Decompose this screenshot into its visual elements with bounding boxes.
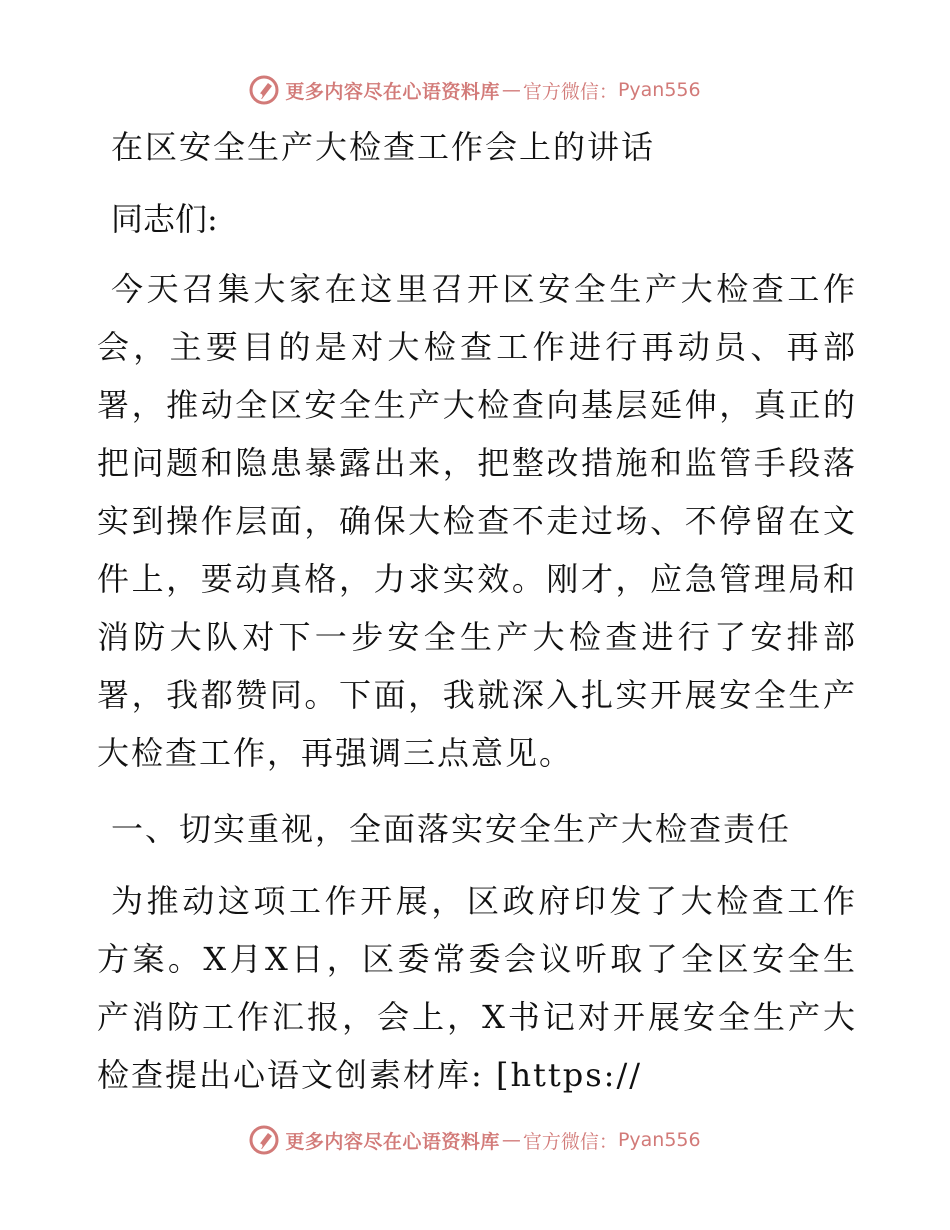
- paragraph-2: 为推动这项工作开展，区政府印发了大检查工作方案。X月X日，区委常委会议听取了全区安全生产消防工作汇报，会上，X书记对开展安全生产大检查提出心语文创素材库: [https://: [97, 882, 857, 1094]
- section-1-heading: 一、切实重视，全面落实安全生产大检查责任: [111, 810, 792, 848]
- banner-dash: —: [501, 1129, 521, 1151]
- greeting: 同志们:: [111, 200, 218, 238]
- pen-logo-icon: [249, 1125, 279, 1155]
- paragraph-1: 今天召集大家在这里召开区安全生产大检查工作会，主要目的是对大检查工作进行再动员、再部署，推动全区安全生产大检查向基层延伸，真正的把问题和隐患暴露出来，把整改措施和监管手段落实到操作层面，确保大检查不走过场、不停留在文件上，要动真格，力求实效。刚才，应急管理局和消防大队对下一步安全生产大检查进行了安排部署，我都赞同。下面，我就深入扎实开展安全生产大检查工作，再强调三点意见。: [97, 270, 857, 772]
- document-title: 在区安全生产大检查工作会上的讲话: [111, 128, 656, 166]
- banner-text: 更多内容尽在心语资料库: [285, 1130, 500, 1153]
- document-body: [97, 118, 857, 1104]
- banner-wechat-id: Pyan556: [617, 1129, 701, 1151]
- pen-logo-icon: [249, 75, 279, 105]
- header-banner: [0, 70, 950, 110]
- footer-banner: [0, 1120, 950, 1160]
- banner-dash: —: [501, 79, 521, 101]
- banner-wechat-label: 官方微信：: [522, 1130, 618, 1153]
- banner-text: 更多内容尽在心语资料库: [285, 80, 500, 103]
- banner-wechat-label: 官方微信：: [522, 80, 618, 103]
- banner-wechat-id: Pyan556: [617, 79, 701, 101]
